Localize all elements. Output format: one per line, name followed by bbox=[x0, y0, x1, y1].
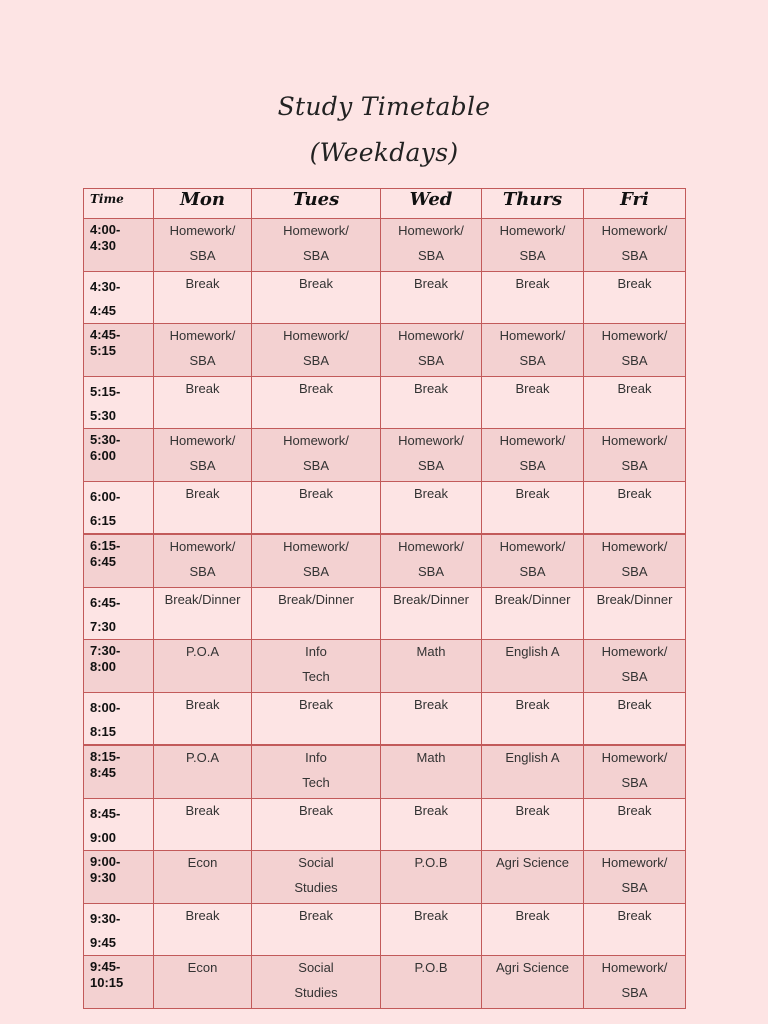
time-end: 8:00 bbox=[90, 659, 117, 674]
subject-line: Break bbox=[299, 276, 333, 291]
subject-cell bbox=[482, 851, 584, 904]
subject-line: Break bbox=[414, 486, 448, 501]
subject-line: Info bbox=[305, 644, 327, 659]
subject-cell bbox=[381, 640, 482, 693]
subject-line: SBA bbox=[621, 563, 648, 579]
time-end: 6:15 bbox=[90, 513, 117, 528]
subject-cell bbox=[482, 482, 584, 535]
timetable bbox=[83, 188, 686, 1009]
subject-cell bbox=[154, 904, 252, 956]
subject-line: Break bbox=[515, 486, 550, 501]
subject-cell bbox=[482, 588, 584, 640]
subject-line: SBA bbox=[621, 984, 648, 1000]
subject-line: SBA bbox=[519, 352, 546, 368]
header-row bbox=[84, 189, 686, 219]
time-cell bbox=[84, 272, 154, 324]
subject-line: Break bbox=[617, 697, 652, 712]
subject-cell bbox=[381, 851, 482, 904]
subject-line: Homework/ bbox=[398, 433, 464, 448]
time-cell bbox=[84, 904, 154, 956]
subject-cell bbox=[381, 272, 482, 324]
subject-line: SBA bbox=[519, 457, 546, 473]
subject-cell bbox=[154, 272, 252, 324]
time-cell bbox=[84, 745, 154, 799]
subject-line: Break bbox=[617, 486, 652, 501]
subject-cell bbox=[154, 324, 252, 377]
subject-cell bbox=[252, 219, 381, 272]
subject-cell bbox=[584, 851, 686, 904]
subject-line: Break bbox=[299, 381, 333, 396]
subject-cell bbox=[381, 324, 482, 377]
subject-line: SBA bbox=[189, 352, 216, 368]
time-start: 9:45- bbox=[90, 959, 121, 974]
subject-line: Break/Dinner bbox=[596, 592, 673, 607]
time-cell bbox=[84, 534, 154, 588]
subject-line: SBA bbox=[621, 668, 648, 684]
time-cell bbox=[84, 324, 154, 377]
subject-cell bbox=[252, 429, 381, 482]
time-start: 4:00- bbox=[90, 222, 121, 237]
subject-cell bbox=[381, 904, 482, 956]
subject-line: Homework/ bbox=[283, 539, 349, 554]
table-row bbox=[84, 429, 686, 482]
subject-line: Break bbox=[515, 803, 550, 818]
subject-line: Break bbox=[414, 276, 448, 291]
subject-line: P.O.A bbox=[185, 644, 219, 659]
subject-line: Homework/ bbox=[601, 539, 668, 554]
time-cell bbox=[84, 377, 154, 429]
subject-cell bbox=[584, 799, 686, 851]
time-start: 6:15- bbox=[90, 538, 121, 553]
subject-line: Social bbox=[298, 960, 334, 975]
time-start: 4:30- bbox=[90, 279, 121, 294]
subject-line: Break bbox=[617, 803, 652, 818]
subject-cell bbox=[482, 324, 584, 377]
subject-line: Break bbox=[617, 381, 652, 396]
subject-line: Break bbox=[185, 381, 220, 396]
subject-cell bbox=[584, 745, 686, 799]
subject-line: SBA bbox=[621, 879, 648, 895]
subject-cell bbox=[584, 534, 686, 588]
time-cell bbox=[84, 956, 154, 1009]
subject-cell bbox=[584, 429, 686, 482]
subject-line: Homework/ bbox=[398, 328, 464, 343]
time-end: 9:30 bbox=[90, 870, 117, 885]
time-end: 4:45 bbox=[90, 303, 117, 318]
subject-line: SBA bbox=[302, 247, 329, 263]
subject-line: Break bbox=[299, 803, 333, 818]
time-end: 6:45 bbox=[90, 554, 117, 569]
time-start: 5:15- bbox=[90, 384, 121, 399]
subject-cell bbox=[252, 693, 381, 746]
time-start: 6:45- bbox=[90, 595, 121, 610]
table-row bbox=[84, 272, 686, 324]
time-start: 6:00- bbox=[90, 489, 121, 504]
subject-cell bbox=[482, 377, 584, 429]
subject-cell bbox=[381, 693, 482, 746]
time-cell bbox=[84, 588, 154, 640]
table-row bbox=[84, 693, 686, 746]
time-start: 5:30- bbox=[90, 432, 121, 447]
subject-cell bbox=[252, 640, 381, 693]
subject-cell bbox=[482, 640, 584, 693]
subject-line: Studies bbox=[294, 879, 338, 895]
subject-cell bbox=[381, 482, 482, 535]
subject-line: Homework/ bbox=[169, 223, 236, 238]
time-start: 4:45- bbox=[90, 327, 121, 342]
subject-line: Homework/ bbox=[169, 328, 236, 343]
table-row bbox=[84, 534, 686, 588]
table-row bbox=[84, 588, 686, 640]
subject-line: Homework/ bbox=[601, 328, 668, 343]
subject-cell bbox=[381, 429, 482, 482]
table-row bbox=[84, 640, 686, 693]
time-start: 8:00- bbox=[90, 700, 121, 715]
table-row bbox=[84, 904, 686, 956]
time-end: 8:45 bbox=[90, 765, 117, 780]
subject-line: Break bbox=[185, 697, 220, 712]
time-start: 7:30- bbox=[90, 643, 121, 658]
subject-line: Break bbox=[299, 697, 333, 712]
subject-cell bbox=[584, 482, 686, 535]
subject-cell bbox=[482, 745, 584, 799]
subject-line: Break bbox=[515, 276, 550, 291]
subject-cell bbox=[154, 693, 252, 746]
subject-cell bbox=[252, 272, 381, 324]
subject-line: SBA bbox=[189, 457, 216, 473]
subject-cell bbox=[252, 482, 381, 535]
time-start: 9:00- bbox=[90, 854, 121, 869]
subject-cell bbox=[584, 904, 686, 956]
subject-cell bbox=[482, 272, 584, 324]
subject-line: Break bbox=[414, 908, 448, 923]
time-end: 8:15 bbox=[90, 724, 117, 739]
subject-line: Homework/ bbox=[169, 539, 236, 554]
time-end: 4:30 bbox=[90, 238, 117, 253]
subject-line: Agri Science bbox=[496, 960, 569, 975]
subject-line: Math bbox=[416, 750, 446, 765]
subject-line: Break bbox=[617, 276, 652, 291]
subject-cell bbox=[482, 956, 584, 1009]
time-cell bbox=[84, 429, 154, 482]
time-cell bbox=[84, 851, 154, 904]
subject-line: Homework/ bbox=[499, 328, 566, 343]
table-row bbox=[84, 799, 686, 851]
subject-line: Social bbox=[298, 855, 334, 870]
subject-line: Homework/ bbox=[601, 223, 668, 238]
time-end: 5:15 bbox=[90, 343, 117, 358]
time-cell bbox=[84, 693, 154, 746]
subject-cell bbox=[482, 799, 584, 851]
subject-cell bbox=[154, 799, 252, 851]
table-row bbox=[84, 219, 686, 272]
subject-line: Break bbox=[299, 486, 333, 501]
header-time: Time bbox=[84, 189, 154, 219]
subject-line: Break bbox=[299, 908, 333, 923]
time-end: 9:45 bbox=[90, 935, 117, 950]
subject-line: Homework/ bbox=[601, 433, 668, 448]
subject-line: Break bbox=[185, 276, 220, 291]
subject-cell bbox=[381, 219, 482, 272]
time-end: 5:30 bbox=[90, 408, 117, 423]
timetable-body bbox=[84, 219, 686, 1009]
subject-cell bbox=[584, 219, 686, 272]
table-row bbox=[84, 324, 686, 377]
subject-line: Homework/ bbox=[398, 539, 464, 554]
subject-line: Econ bbox=[187, 855, 218, 870]
subject-cell bbox=[381, 377, 482, 429]
time-cell bbox=[84, 640, 154, 693]
subject-cell bbox=[584, 324, 686, 377]
subject-line: SBA bbox=[417, 563, 444, 579]
header-fri: Fri bbox=[584, 189, 686, 219]
subject-cell bbox=[482, 429, 584, 482]
table-row bbox=[84, 377, 686, 429]
subject-line: P.O.B bbox=[414, 960, 448, 975]
subject-line: Homework/ bbox=[398, 223, 464, 238]
subject-line: SBA bbox=[417, 247, 444, 263]
header-wed: Wed bbox=[381, 189, 482, 219]
subject-line: Break/Dinner bbox=[393, 592, 469, 607]
subject-line: Math bbox=[416, 644, 446, 659]
subject-cell bbox=[252, 851, 381, 904]
subject-line: Break bbox=[617, 908, 652, 923]
subject-line: P.O.A bbox=[185, 750, 219, 765]
header-thu: Thurs bbox=[482, 189, 584, 219]
subject-line: Homework/ bbox=[601, 750, 668, 765]
subject-line: Homework/ bbox=[601, 855, 668, 870]
subject-cell bbox=[252, 904, 381, 956]
subject-cell bbox=[381, 534, 482, 588]
subject-line: Break bbox=[414, 803, 448, 818]
subject-cell bbox=[584, 377, 686, 429]
subject-cell bbox=[154, 851, 252, 904]
subject-line: Homework/ bbox=[499, 539, 566, 554]
subject-line: SBA bbox=[302, 563, 329, 579]
time-cell bbox=[84, 482, 154, 535]
subject-cell bbox=[584, 956, 686, 1009]
subject-cell bbox=[381, 956, 482, 1009]
subject-line: Homework/ bbox=[283, 433, 349, 448]
subject-line: Break bbox=[515, 908, 550, 923]
table-row bbox=[84, 745, 686, 799]
subject-line: Break/Dinner bbox=[164, 592, 241, 607]
subject-cell bbox=[482, 693, 584, 746]
subject-line: Info bbox=[305, 750, 327, 765]
subject-line: SBA bbox=[417, 352, 444, 368]
time-end: 6:00 bbox=[90, 448, 117, 463]
time-start: 8:45- bbox=[90, 806, 121, 821]
table-row bbox=[84, 851, 686, 904]
subject-cell bbox=[154, 429, 252, 482]
subject-line: Agri Science bbox=[496, 855, 569, 870]
subject-line: Break bbox=[414, 697, 448, 712]
subject-line: Homework/ bbox=[283, 328, 349, 343]
table-row bbox=[84, 482, 686, 535]
subject-line: Tech bbox=[302, 774, 330, 790]
subject-line: Homework/ bbox=[499, 223, 566, 238]
subject-line: P.O.B bbox=[414, 855, 448, 870]
subject-line: SBA bbox=[621, 247, 648, 263]
subject-line: Homework/ bbox=[283, 223, 349, 238]
subject-cell bbox=[252, 324, 381, 377]
subject-line: Break bbox=[185, 908, 220, 923]
subject-line: SBA bbox=[189, 247, 216, 263]
page-subtitle: (Weekdays) bbox=[309, 138, 459, 167]
time-end: 10:15 bbox=[90, 975, 124, 990]
subject-line: Break bbox=[414, 381, 448, 396]
subject-cell bbox=[584, 640, 686, 693]
subject-cell bbox=[252, 588, 381, 640]
subject-cell bbox=[482, 219, 584, 272]
subject-cell bbox=[482, 904, 584, 956]
subject-cell bbox=[154, 588, 252, 640]
time-cell bbox=[84, 799, 154, 851]
header-tue: Tues bbox=[252, 189, 381, 219]
subject-line: Break bbox=[185, 803, 220, 818]
subject-line: SBA bbox=[621, 774, 648, 790]
subject-line: SBA bbox=[621, 352, 648, 368]
time-start: 8:15- bbox=[90, 749, 121, 764]
subject-line: Econ bbox=[187, 960, 218, 975]
time-cell bbox=[84, 219, 154, 272]
subject-line: English A bbox=[505, 644, 560, 659]
subject-cell bbox=[154, 482, 252, 535]
subject-line: Homework/ bbox=[601, 644, 668, 659]
page-title: Study Timetable bbox=[277, 92, 491, 121]
time-start: 9:30- bbox=[90, 911, 121, 926]
subject-cell bbox=[252, 956, 381, 1009]
subject-cell bbox=[584, 693, 686, 746]
subject-line: English A bbox=[505, 750, 560, 765]
subject-cell bbox=[154, 377, 252, 429]
subject-cell bbox=[252, 745, 381, 799]
subject-cell bbox=[154, 534, 252, 588]
subject-cell bbox=[584, 588, 686, 640]
subject-cell bbox=[584, 272, 686, 324]
subject-line: SBA bbox=[519, 247, 546, 263]
subject-cell bbox=[381, 588, 482, 640]
subject-cell bbox=[154, 745, 252, 799]
subject-line: SBA bbox=[302, 352, 329, 368]
subject-line: Homework/ bbox=[499, 433, 566, 448]
table-row bbox=[84, 956, 686, 1009]
subject-cell bbox=[252, 377, 381, 429]
subject-line: Break bbox=[515, 697, 550, 712]
subject-line: SBA bbox=[302, 457, 329, 473]
subject-line: Break/Dinner bbox=[494, 592, 571, 607]
time-end: 9:00 bbox=[90, 830, 117, 845]
subject-line: SBA bbox=[519, 563, 546, 579]
subject-line: Homework/ bbox=[169, 433, 236, 448]
subject-line: SBA bbox=[417, 457, 444, 473]
subject-line: Break bbox=[185, 486, 220, 501]
subject-line: Tech bbox=[302, 668, 330, 684]
subject-line: Studies bbox=[294, 984, 338, 1000]
subject-cell bbox=[252, 799, 381, 851]
time-end: 7:30 bbox=[90, 619, 117, 634]
subject-line: Homework/ bbox=[601, 960, 668, 975]
subject-cell bbox=[154, 956, 252, 1009]
subject-line: Break/Dinner bbox=[278, 592, 354, 607]
subject-cell bbox=[154, 219, 252, 272]
subject-cell bbox=[482, 534, 584, 588]
subject-line: Break bbox=[515, 381, 550, 396]
subject-cell bbox=[154, 640, 252, 693]
subject-cell bbox=[381, 745, 482, 799]
subject-cell bbox=[381, 799, 482, 851]
subject-line: SBA bbox=[621, 457, 648, 473]
header-mon: Mon bbox=[154, 189, 252, 219]
subject-cell bbox=[252, 534, 381, 588]
subject-line: SBA bbox=[189, 563, 216, 579]
